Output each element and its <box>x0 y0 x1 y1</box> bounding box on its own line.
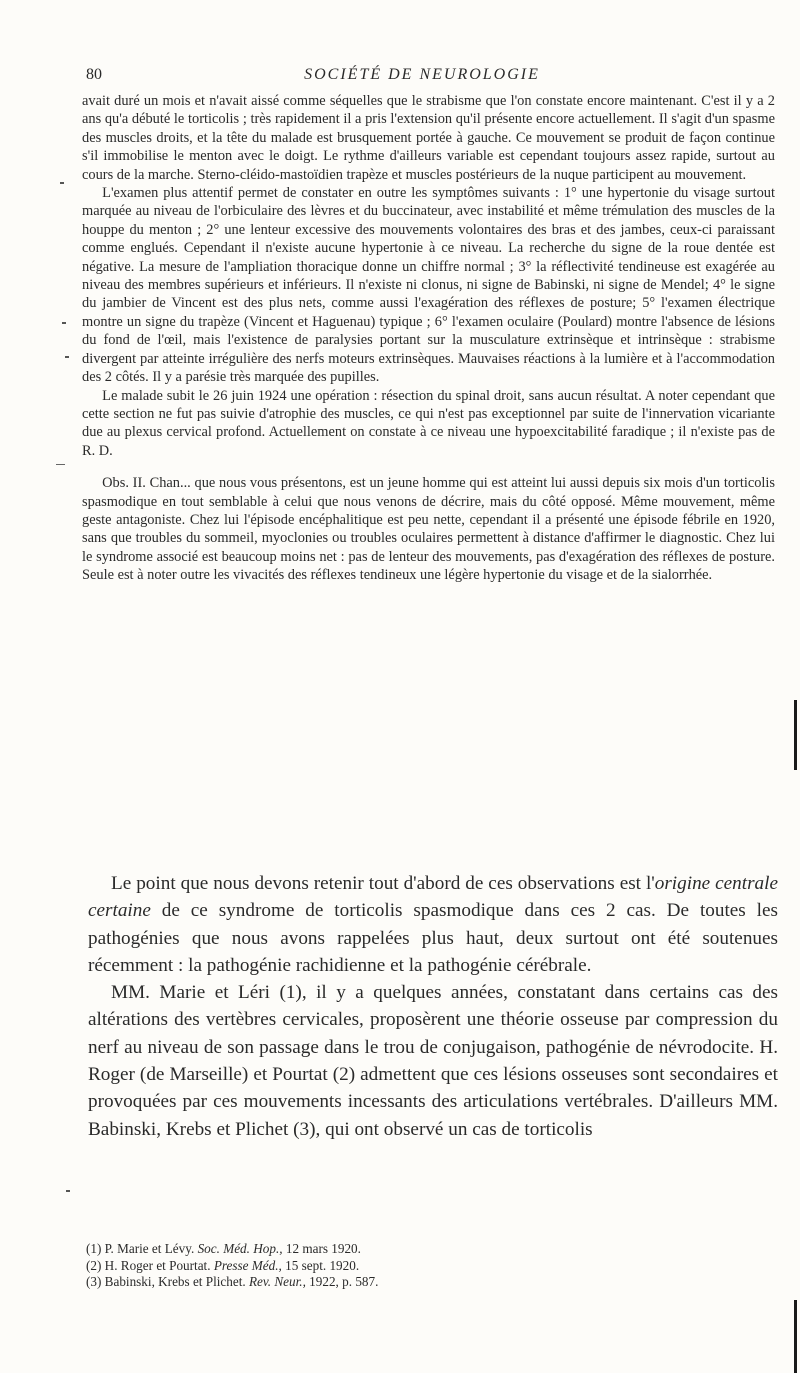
page-number: 80 <box>86 66 102 83</box>
scan-speck <box>60 182 64 184</box>
footnote-journal: Soc. Méd. Hop., <box>197 1241 283 1256</box>
text-run: Le point que nous devons retenir tout d'abord de ces observations est l' <box>111 873 655 894</box>
discussion-text <box>88 870 778 1143</box>
scan-speck <box>62 322 66 324</box>
footnote-details: 1922, p. 587. <box>305 1274 379 1290</box>
paragraph-operation: Le malade subit le 26 juin 1924 une opération : résection du spinal droit, sans aucun résultat. A noter cependant que cette section ne fut pas suivie d'atrophie des muscles, ce qui n'est pas exceptionnel par suite de l'innervation vicariante due au plexus cervical profond. Actuellement on constate à ce niveau une hypoexcitabilité faradique ; il n'existe pas de R. D. <box>82 387 775 459</box>
paragraph-observation-2: Obs. II. Chan... que nous vous présentons, est un jeune homme qui est atteint lui aussi depuis six mois d'un torticolis spasmodique en tout semblable à celui que nous venons de décrire, mais du côté opposé. Même mouvement, même geste antagoniste. Chez lui l'épisode encéphalitique est peu nette, cependant il a présenté une épisode fébrile en 1920, sans que troubles du sommeil, myoclonies ou troubles oculaires permettent à distance d'affirmer le diagnostic. Chez lui le syndrome associé est beaucoup moins net : pas de lenteur des mouvements, pas d'exagération des réflexes de posture. Seule est à noter outre les vivacités des réflexes tendineux une légère hypertonie du visage et de la sialorrhée. <box>82 475 775 584</box>
footnote-details: 12 mars 1920. <box>282 1241 361 1256</box>
scan-speck <box>66 1190 70 1192</box>
paragraph-examination: L'examen plus attentif permet de constater en outre les symptômes suivants : 1° une hypertonie du visage surtout marquée au niveau de l'orbiculaire des lèvres et du buccinateur, avec instabilité et même trémulation des muscles de la houppe du menton ; 2° une lenteur excessive des mouvements volontaires des bras et des jambes, ceux-ci paraissant comme englués. Cependant il n'existe aucune hypertonie à ce niveau. La recherche du signe de la roue dentée est négative. La mesure de l'ampliation thoracique donne un chiffre normal ; 3° la réflectivité tendineuse est exagérée au niveau des membres supérieurs et inférieurs. Il n'existe ni clonus, ni signe de Babinski, ni signe de Mendel; 4° le signe du jambier de Vincent est des plus nets, comme aussi l'exagération des réflexes de posture; 5° l'examen électrique montre un signe du trapèze (Vincent et Haguenau) typique ; 6° l'examen oculaire (Poulard) montre l'absence de lésions du fond de l'œil, mais l'existence de paralysies portant sur la musculature extrinsèque et intrinsèque : strabisme divergent par atteinte irrégulière des nerfs moteurs extrinsèques. Mauvaises réactions à la lumière et à l'accommodation des 2 côtés. Il y a parésie très marquée des pupilles. <box>82 185 775 386</box>
footnotes <box>86 1241 766 1291</box>
page-header <box>72 66 772 92</box>
binding-edge-mark <box>794 700 797 770</box>
scan-speck <box>56 464 65 465</box>
running-title: SOCIÉTÉ DE NEUROLOGIE <box>304 66 540 83</box>
footnote-authors: (2) H. Roger et Pourtat. <box>86 1257 211 1273</box>
case-report-text <box>82 92 775 585</box>
footnote-2 <box>86 1258 766 1275</box>
footnote-details: 15 sept. 1920. <box>281 1257 360 1273</box>
paragraph-pathogeny: MM. Marie et Léri (1), il y a quelques années, constatant dans certains cas des altérations des vertèbres cervicales, proposèrent une théorie osseuse par compression du nerf au niveau de son passage dans le trou de conjugaison, pathogénie de névrodocite. H. Roger (de Marseille) et Pourtat (2) admettent que ces lésions osseuses sont secondaires et provoquées par ces mouvements incessants des articulations vertébrales. D'ailleurs MM. Babinski, Krebs et Plichet (3), qui ont observé un cas de torticolis <box>88 982 778 1140</box>
footnote-journal: Presse Méd., <box>213 1257 282 1273</box>
scan-speck <box>65 356 69 358</box>
text-run: de ce syndrome de torticolis spasmodique dans ces 2 cas. De toutes les pathogénies que nous avons rappelées plus haut, deux surtout ont été soutenues récemment : la pathogénie rachidienne et la pathogénie cérébrale. <box>88 900 778 976</box>
paragraph-central-origin <box>88 870 778 979</box>
binding-edge-mark <box>794 1300 797 1373</box>
emphasis-central-origin: origine centrale certaine <box>88 873 778 922</box>
paragraph-continuation: avait duré un mois et n'avait aissé comme séquelles que le strabisme que l'on constate encore maintenant. C'est il y a 2 ans qu'a débuté le torticolis ; très rapidement il a pris l'extension qu'il présente encore actuellement. Il s'agit d'un spasme des muscles droits, et la tête du malade est brusquement portée à gauche. Ce mouvement se produit de façon continue s'il immobilise le menton avec le doigt. Le rythme d'ailleurs variable est cependant toujours assez rapide, surtout au cours de la marche. Sterno-cléido-mastoïdien trapèze et muscles postérieurs de la nuque participent au mouvement. <box>82 93 775 183</box>
footnote-authors: (3) Babinski, Krebs et Plichet. <box>86 1274 246 1290</box>
footnote-authors: (1) P. Marie et Lévy. <box>86 1241 195 1256</box>
footnote-1 <box>86 1241 766 1258</box>
footnote-journal: Rev. Neur., <box>248 1274 306 1290</box>
footnote-3 <box>86 1274 766 1291</box>
